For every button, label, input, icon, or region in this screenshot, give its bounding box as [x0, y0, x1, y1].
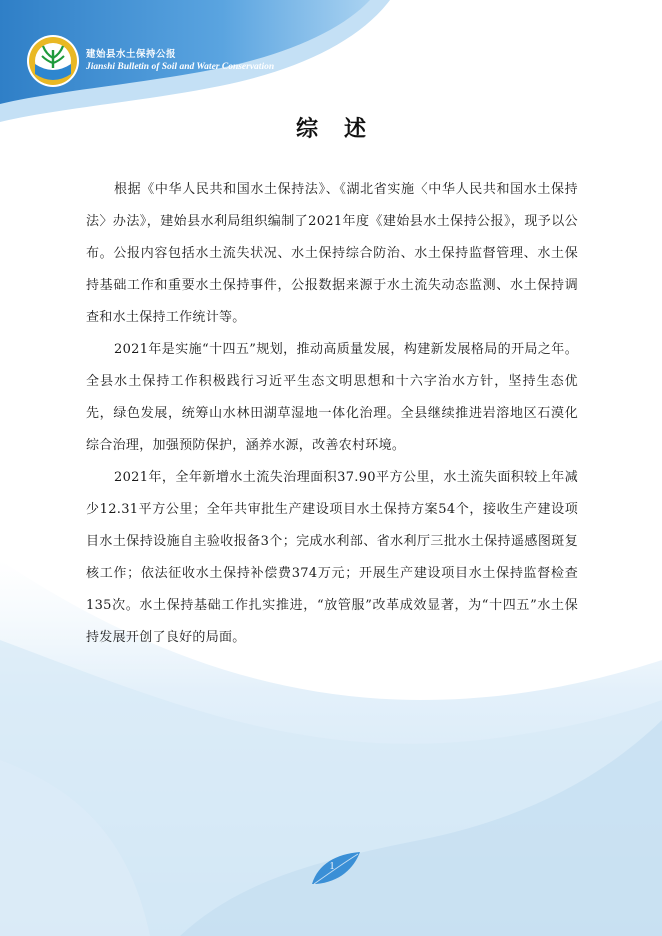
page-title: 综述	[295, 117, 392, 142]
bulletin-logo-icon	[26, 34, 80, 88]
paragraph-1: 根据《中华人民共和国水土保持法》、《湖北省实施〈中华人民共和国水土保持法〉办法》，建始县水利局组织编制了2021年度《建始县水土保持公报》，现予以公布。公报内容包括水土流失状况、水土保持综合防治、水土保持监督管理、水土保持基础工作和重要水土保持事件，公报数据来源于水土流失动态监测、水土保持调查和水土保持工作统计等。	[86, 182, 578, 325]
header-title-cn: 建始县水土保持公报	[86, 49, 177, 60]
paragraph-2: 2021年是实施“十四五”规划，推动高质量发展，构建新发展格局的开局之年。全县水土保持工作积极践行习近平生态文明思想和十六字治水方针，坚持生态优先，绿色发展，统筹山水林田湖草湿地一体化治理。全县继续推进岩溶地区石漠化综合治理，加强预防保护，涵养水源，改善农村环境。	[86, 342, 578, 453]
page-number-text: 1	[329, 861, 335, 872]
body-text	[86, 174, 578, 654]
paragraph-3: 2021年，全年新增水土流失治理面积37.90平方公里，水土流失面积较上年减少12.31平方公里；全年共审批生产建设项目水土保持方案54个，接收生产建设项目水土保持设施自主验收报备3个；完成水利部、省水利厅三批水土保持遥感图斑复核工作；依法征收水土保持补偿费374万元；开展生产建设项目水土保持监督检查135次。水土保持基础工作扎实推进，“放管服”改革成效显著，为“十四五”水土保持发展开创了良好的局面。	[86, 470, 578, 645]
page-number	[310, 850, 364, 886]
header	[26, 34, 274, 88]
header-title-en: Jianshi Bulletin of Soil and Water Conservation	[86, 62, 275, 72]
